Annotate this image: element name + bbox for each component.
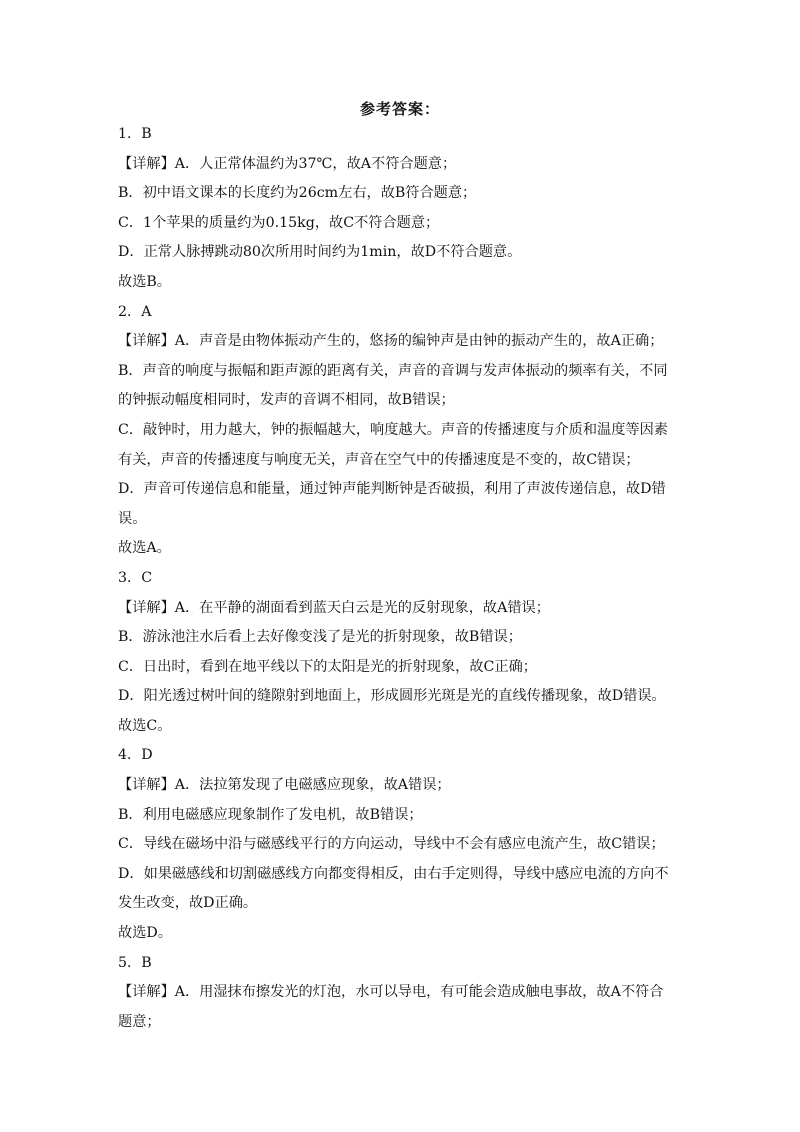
text-line: 误。 xyxy=(118,510,147,527)
text-line: C．1个苹果的质量约为0.15kg，故C不符合题意； xyxy=(118,214,440,231)
text-line: 5．B xyxy=(118,954,152,971)
page-title: 参考答案： xyxy=(359,100,440,118)
text-line: D．如果磁感线和切割磁感线方向都变得相反，由右手定则得，导线中感应电流的方向不 xyxy=(118,865,669,882)
text-line: B．游泳池注水后看上去好像变浅了是光的折射现象，故B错误； xyxy=(118,629,522,646)
text-line: 故选D。 xyxy=(118,925,172,942)
text-line: C．敲钟时，用力越大，钟的振幅越大，响度越大。声音的传播速度与介质和温度等因素 xyxy=(118,421,668,438)
text-line: 故选B。 xyxy=(118,273,171,290)
answer-text xyxy=(118,120,688,1037)
text-line: 【详解】A．法拉第发现了电磁感应现象，故A错误； xyxy=(118,777,451,794)
text-line: D．正常人脉搏跳动80次所用时间约为1min，故D不符合题意。 xyxy=(118,244,522,261)
text-line: 的钟振动幅度相同时，发声的音调不相同，故B错误； xyxy=(118,392,455,409)
text-line: 【详解】A．人正常体温约为37℃，故A不符合题意； xyxy=(118,155,457,172)
text-line: 【详解】A．声音是由物体振动产生的，悠扬的编钟声是由钟的振动产生的，故A正确； xyxy=(118,333,664,350)
text-line: 故选A。 xyxy=(118,540,171,557)
text-line: 发生改变，故D正确。 xyxy=(118,895,258,912)
text-line: 3．C xyxy=(118,569,153,586)
text-line: 故选C。 xyxy=(118,717,172,734)
text-line: 题意； xyxy=(118,1013,161,1030)
text-line: 1．B xyxy=(118,126,152,142)
text-line: B．利用电磁感应现象制作了发电机，故B错误； xyxy=(118,806,423,823)
text-line: 4．D xyxy=(118,747,153,764)
text-line: C．日出时，看到在地平线以下的太阳是光的折射现象，故C正确； xyxy=(118,658,537,675)
text-line: B．初中语文课本的长度约为26cm左右，故B符合题意； xyxy=(118,185,477,202)
text-line: D．声音可传递信息和能量，通过钟声能判断钟是否破损，利用了声波传递信息，故D错 xyxy=(118,481,666,498)
text-line: 有关，声音的传播速度与响度无关，声音在空气中的传播速度是不变的，故C错误； xyxy=(118,451,640,468)
text-line: 【详解】A．用湿抹布擦发光的灯泡，水可以导电，有可能会造成触电事故，故A不符合 xyxy=(118,984,664,1001)
text-line: C．导线在磁场中沿与磁感线平行的方向运动，导线中不会有感应电流产生，故C错误； xyxy=(118,836,665,853)
text-line: 【详解】A．在平静的湖面看到蓝天白云是光的反射现象，故A错误； xyxy=(118,599,550,616)
text-line: 2．A xyxy=(118,303,152,320)
text-line: B．声音的响度与振幅和距声源的距离有关，声音的音调与发声体振动的频率有关，不同 xyxy=(118,362,668,379)
text-line: D．阳光透过树叶间的缝隙射到地面上，形成圆形光斑是光的直线传播现象，故D错误。 xyxy=(118,688,666,705)
